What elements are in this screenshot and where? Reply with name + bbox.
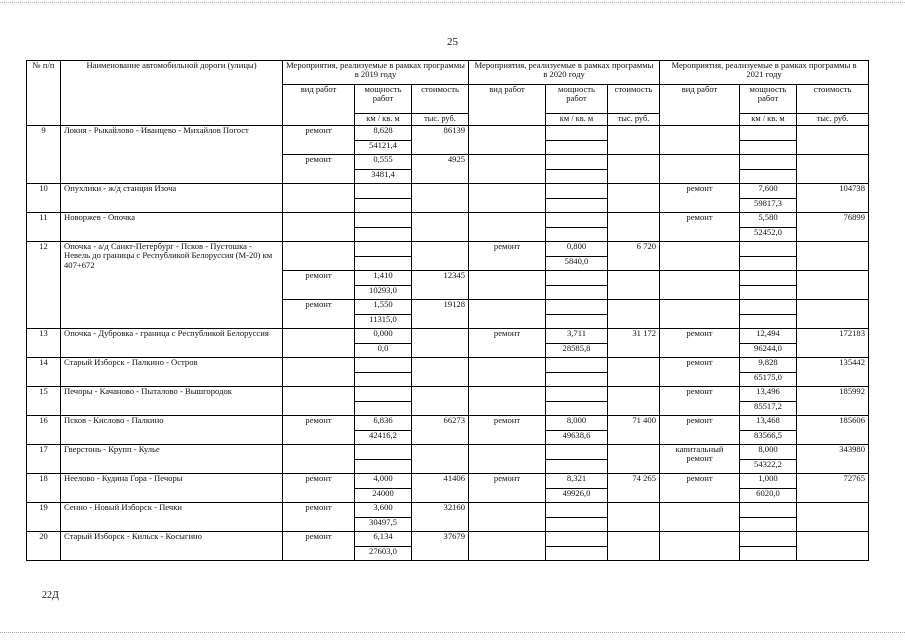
cost-2020: 6 720 xyxy=(608,242,660,271)
cost-2020: 74 265 xyxy=(608,474,660,503)
capacity-sqm-2019: 11315,0 xyxy=(355,314,412,329)
work-type-2019 xyxy=(283,387,355,416)
capacity-sqm-2021: 54322,2 xyxy=(740,459,797,474)
capacity-km-2021: 1,000 xyxy=(740,474,797,489)
table-row xyxy=(27,387,869,402)
row-number: 17 xyxy=(27,445,61,474)
cost-2019 xyxy=(412,184,469,213)
header-group-2019: Мероприятия, реализуемые в рамках программы в 2019 году xyxy=(283,61,469,85)
header-work-type-2019: вид работ xyxy=(283,85,355,126)
work-type-2019 xyxy=(283,358,355,387)
capacity-km-2021 xyxy=(740,503,797,518)
table-row xyxy=(27,126,869,141)
header-road-name: Наименование автомобильной дороги (улицы) xyxy=(61,61,283,126)
table-row xyxy=(27,184,869,199)
capacity-km-2021 xyxy=(740,126,797,141)
row-number: 16 xyxy=(27,416,61,445)
cost-2019 xyxy=(412,242,469,271)
capacity-sqm-2020: 49926,0 xyxy=(546,488,608,503)
work-type-2021 xyxy=(660,503,740,532)
capacity-km-2021: 5,580 xyxy=(740,213,797,228)
cost-2020: 71 400 xyxy=(608,416,660,445)
scan-edge-top xyxy=(0,2,905,3)
capacity-km-2021 xyxy=(740,300,797,315)
cost-2021 xyxy=(797,155,869,184)
capacity-km-2020 xyxy=(546,155,608,170)
capacity-km-2019 xyxy=(355,242,412,257)
table-row xyxy=(27,329,869,344)
cost-2021: 185992 xyxy=(797,387,869,416)
cost-2020 xyxy=(608,387,660,416)
row-number: 19 xyxy=(27,503,61,532)
capacity-km-2021: 9,828 xyxy=(740,358,797,373)
cost-2021: 72765 xyxy=(797,474,869,503)
header-cost-unit-2020: тыс. руб. xyxy=(608,114,660,126)
cost-2020 xyxy=(608,126,660,155)
row-number: 20 xyxy=(27,532,61,561)
capacity-sqm-2021: 6020,0 xyxy=(740,488,797,503)
table-row xyxy=(27,416,869,431)
row-number: 9 xyxy=(27,126,61,184)
cost-2020 xyxy=(608,445,660,474)
capacity-sqm-2019 xyxy=(355,401,412,416)
work-type-2021: ремонт xyxy=(660,474,740,503)
capacity-km-2019: 8,628 xyxy=(355,126,412,141)
work-type-2019 xyxy=(283,445,355,474)
capacity-km-2021 xyxy=(740,532,797,547)
capacity-sqm-2019 xyxy=(355,256,412,271)
capacity-sqm-2020 xyxy=(546,546,608,561)
capacity-sqm-2021: 83566,5 xyxy=(740,430,797,445)
work-type-2020 xyxy=(469,503,546,532)
road-name: Гверстонь - Крупп - Кулье xyxy=(61,445,283,474)
capacity-km-2021: 13,496 xyxy=(740,387,797,402)
capacity-sqm-2019 xyxy=(355,459,412,474)
header-group-2021: Мероприятия, реализуемые в рамках программы в 2021 году xyxy=(660,61,869,85)
work-type-2021 xyxy=(660,242,740,271)
work-type-2019 xyxy=(283,329,355,358)
page-number: 25 xyxy=(447,36,458,48)
capacity-km-2020 xyxy=(546,271,608,286)
work-type-2021 xyxy=(660,126,740,155)
capacity-km-2020 xyxy=(546,503,608,518)
capacity-sqm-2020: 28585,8 xyxy=(546,343,608,358)
capacity-km-2020 xyxy=(546,184,608,199)
capacity-km-2020: 0,800 xyxy=(546,242,608,257)
cost-2021 xyxy=(797,242,869,271)
capacity-sqm-2020 xyxy=(546,459,608,474)
road-name: Локня - Рыкайлово - Иванцево - Михайлов Погост xyxy=(61,126,283,184)
work-type-2020 xyxy=(469,271,546,300)
capacity-sqm-2020 xyxy=(546,169,608,184)
table-row xyxy=(27,213,869,228)
work-type-2020 xyxy=(469,445,546,474)
capacity-km-2020 xyxy=(546,213,608,228)
header-cost-2020: стоимость xyxy=(608,85,660,114)
cost-2019 xyxy=(412,387,469,416)
cost-2021 xyxy=(797,271,869,300)
work-type-2019: ремонт xyxy=(283,155,355,184)
road-name: Новоржев - Опочка xyxy=(61,213,283,242)
capacity-sqm-2021: 96244,0 xyxy=(740,343,797,358)
cost-2020 xyxy=(608,300,660,329)
cost-2020 xyxy=(608,155,660,184)
capacity-sqm-2021 xyxy=(740,256,797,271)
cost-2020 xyxy=(608,184,660,213)
work-type-2021 xyxy=(660,155,740,184)
capacity-sqm-2019: 24000 xyxy=(355,488,412,503)
capacity-km-2021: 13,468 xyxy=(740,416,797,431)
work-type-2019: ремонт xyxy=(283,503,355,532)
cost-2019: 86139 xyxy=(412,126,469,155)
work-type-2020 xyxy=(469,300,546,329)
capacity-km-2021: 7,600 xyxy=(740,184,797,199)
header-num: № п/п xyxy=(27,61,61,126)
capacity-sqm-2020: 5840,0 xyxy=(546,256,608,271)
row-number: 14 xyxy=(27,358,61,387)
capacity-km-2019 xyxy=(355,387,412,402)
table-body xyxy=(27,126,869,561)
road-name: Сенно - Новый Изборск - Печки xyxy=(61,503,283,532)
capacity-km-2019: 1,410 xyxy=(355,271,412,286)
capacity-sqm-2020 xyxy=(546,140,608,155)
road-name: Опочка - Дубровка - граница с Республикой Белоруссия xyxy=(61,329,283,358)
capacity-km-2019: 3,600 xyxy=(355,503,412,518)
capacity-sqm-2021 xyxy=(740,517,797,532)
capacity-km-2020: 8,000 xyxy=(546,416,608,431)
cost-2020 xyxy=(608,358,660,387)
table-row xyxy=(27,242,869,257)
footer-code: 22Д xyxy=(42,590,59,601)
cost-2021: 172183 xyxy=(797,329,869,358)
cost-2019: 19128 xyxy=(412,300,469,329)
work-type-2021: ремонт xyxy=(660,184,740,213)
work-type-2021: ремонт xyxy=(660,213,740,242)
work-type-2019: ремонт xyxy=(283,474,355,503)
cost-2020 xyxy=(608,271,660,300)
capacity-sqm-2019: 3481,4 xyxy=(355,169,412,184)
work-type-2021 xyxy=(660,271,740,300)
road-program-table xyxy=(26,60,869,561)
road-name: Псков - Кислово - Палкино xyxy=(61,416,283,445)
row-number: 18 xyxy=(27,474,61,503)
table-header xyxy=(27,61,869,126)
cost-2019 xyxy=(412,329,469,358)
capacity-km-2019 xyxy=(355,213,412,228)
capacity-sqm-2021: 52452,0 xyxy=(740,227,797,242)
capacity-sqm-2020 xyxy=(546,285,608,300)
capacity-km-2019: 0,000 xyxy=(355,329,412,344)
road-name: Опочка - а/д Санкт-Петербург - Псков - Пустошка - Невель до границы с Республикой Белоруссия (М-20) км 407+672 xyxy=(61,242,283,329)
work-type-2020 xyxy=(469,358,546,387)
capacity-sqm-2021: 59817,3 xyxy=(740,198,797,213)
cost-2021 xyxy=(797,503,869,532)
capacity-sqm-2021: 65175,0 xyxy=(740,372,797,387)
cost-2021: 343980 xyxy=(797,445,869,474)
capacity-sqm-2019: 10293,0 xyxy=(355,285,412,300)
capacity-km-2021 xyxy=(740,155,797,170)
row-number: 13 xyxy=(27,329,61,358)
capacity-sqm-2020: 49638,6 xyxy=(546,430,608,445)
header-work-type-2021: вид работ xyxy=(660,85,740,126)
work-type-2019: ремонт xyxy=(283,300,355,329)
road-name: Печоры - Качаново - Пыталово - Вышгородок xyxy=(61,387,283,416)
work-type-2019: ремонт xyxy=(283,271,355,300)
capacity-km-2019: 6,836 xyxy=(355,416,412,431)
header-work-type-2020: вид работ xyxy=(469,85,546,126)
cost-2019: 12345 xyxy=(412,271,469,300)
work-type-2021: ремонт xyxy=(660,329,740,358)
work-type-2019 xyxy=(283,242,355,271)
capacity-km-2020: 8,321 xyxy=(546,474,608,489)
work-type-2019: ремонт xyxy=(283,126,355,155)
row-number: 15 xyxy=(27,387,61,416)
cost-2021: 135442 xyxy=(797,358,869,387)
header-cost-unit-2021: тыс. руб. xyxy=(797,114,869,126)
capacity-sqm-2019: 30497,5 xyxy=(355,517,412,532)
capacity-km-2020 xyxy=(546,387,608,402)
capacity-sqm-2019: 42416,2 xyxy=(355,430,412,445)
header-group-2020: Мероприятия, реализуемые в рамках программы в 2020 году xyxy=(469,61,660,85)
capacity-sqm-2020 xyxy=(546,198,608,213)
capacity-sqm-2020 xyxy=(546,314,608,329)
capacity-sqm-2019: 54121,4 xyxy=(355,140,412,155)
header-cost-2021: стоимость xyxy=(797,85,869,114)
work-type-2020: ремонт xyxy=(469,474,546,503)
capacity-sqm-2019: 27603,0 xyxy=(355,546,412,561)
header-cost-unit-2019: тыс. руб. xyxy=(412,114,469,126)
work-type-2020: ремонт xyxy=(469,416,546,445)
capacity-km-2019 xyxy=(355,445,412,460)
table-row xyxy=(27,474,869,489)
work-type-2021: ремонт xyxy=(660,358,740,387)
table-row xyxy=(27,532,869,547)
capacity-sqm-2020 xyxy=(546,517,608,532)
capacity-sqm-2019 xyxy=(355,198,412,213)
road-name: Старый Изборск - Палкино - Остров xyxy=(61,358,283,387)
road-name: Старый Изборск - Кильск - Косыгино xyxy=(61,532,283,561)
cost-2020 xyxy=(608,532,660,561)
capacity-sqm-2019: 0,0 xyxy=(355,343,412,358)
road-name: Опухлики - ж/д станция Изоча xyxy=(61,184,283,213)
capacity-km-2019: 4,000 xyxy=(355,474,412,489)
cost-2021: 104738 xyxy=(797,184,869,213)
cost-2021: 76899 xyxy=(797,213,869,242)
capacity-sqm-2020 xyxy=(546,372,608,387)
capacity-sqm-2021 xyxy=(740,314,797,329)
capacity-km-2019: 0,555 xyxy=(355,155,412,170)
work-type-2020 xyxy=(469,387,546,416)
work-type-2020 xyxy=(469,213,546,242)
cost-2020 xyxy=(608,503,660,532)
work-type-2021: ремонт xyxy=(660,416,740,445)
header-cost-2019: стоимость xyxy=(412,85,469,114)
header-capacity-2020: мощность работ xyxy=(546,85,608,114)
cost-2021 xyxy=(797,532,869,561)
row-number: 11 xyxy=(27,213,61,242)
header-capacity-2019: мощность работ xyxy=(355,85,412,114)
cost-2019: 41406 xyxy=(412,474,469,503)
header-capacity-unit-2020: км / кв. м xyxy=(546,114,608,126)
work-type-2019: ремонт xyxy=(283,532,355,561)
cost-2019: 37679 xyxy=(412,532,469,561)
table-row xyxy=(27,503,869,518)
row-number: 12 xyxy=(27,242,61,329)
cost-2020 xyxy=(608,213,660,242)
capacity-km-2020 xyxy=(546,300,608,315)
work-type-2019: ремонт xyxy=(283,416,355,445)
table-row xyxy=(27,358,869,373)
work-type-2019 xyxy=(283,184,355,213)
scan-edge-bottom xyxy=(0,632,905,633)
capacity-sqm-2019 xyxy=(355,372,412,387)
capacity-sqm-2019 xyxy=(355,227,412,242)
capacity-sqm-2020 xyxy=(546,227,608,242)
capacity-km-2019: 6,134 xyxy=(355,532,412,547)
work-type-2020: ремонт xyxy=(469,242,546,271)
row-number: 10 xyxy=(27,184,61,213)
capacity-km-2021 xyxy=(740,271,797,286)
header-capacity-unit-2021: км / кв. м xyxy=(740,114,797,126)
cost-2019 xyxy=(412,358,469,387)
capacity-km-2021 xyxy=(740,242,797,257)
capacity-sqm-2021 xyxy=(740,285,797,300)
cost-2019 xyxy=(412,445,469,474)
work-type-2020 xyxy=(469,155,546,184)
cost-2021: 185606 xyxy=(797,416,869,445)
capacity-km-2020 xyxy=(546,126,608,141)
capacity-km-2020 xyxy=(546,358,608,373)
cost-2021 xyxy=(797,300,869,329)
road-name: Неелово - Кудина Гора - Печоры xyxy=(61,474,283,503)
capacity-km-2019 xyxy=(355,184,412,199)
work-type-2021: ремонт xyxy=(660,387,740,416)
capacity-km-2020 xyxy=(546,445,608,460)
work-type-2020: ремонт xyxy=(469,329,546,358)
cost-2019: 66273 xyxy=(412,416,469,445)
work-type-2021: капитальный ремонт xyxy=(660,445,740,474)
capacity-km-2019: 1,550 xyxy=(355,300,412,315)
capacity-km-2020: 3,711 xyxy=(546,329,608,344)
cost-2020: 31 172 xyxy=(608,329,660,358)
table-row xyxy=(27,445,869,460)
cost-2019 xyxy=(412,213,469,242)
work-type-2021 xyxy=(660,300,740,329)
capacity-sqm-2021: 85517,2 xyxy=(740,401,797,416)
capacity-km-2020 xyxy=(546,532,608,547)
header-capacity-unit-2019: км / кв. м xyxy=(355,114,412,126)
capacity-km-2019 xyxy=(355,358,412,373)
cost-2019: 32160 xyxy=(412,503,469,532)
work-type-2020 xyxy=(469,126,546,155)
capacity-sqm-2021 xyxy=(740,546,797,561)
work-type-2020 xyxy=(469,532,546,561)
work-type-2019 xyxy=(283,213,355,242)
capacity-sqm-2021 xyxy=(740,169,797,184)
capacity-km-2021: 12,494 xyxy=(740,329,797,344)
capacity-km-2021: 8,000 xyxy=(740,445,797,460)
cost-2019: 4925 xyxy=(412,155,469,184)
capacity-sqm-2020 xyxy=(546,401,608,416)
capacity-sqm-2021 xyxy=(740,140,797,155)
work-type-2020 xyxy=(469,184,546,213)
work-type-2021 xyxy=(660,532,740,561)
header-capacity-2021: мощность работ xyxy=(740,85,797,114)
cost-2021 xyxy=(797,126,869,155)
